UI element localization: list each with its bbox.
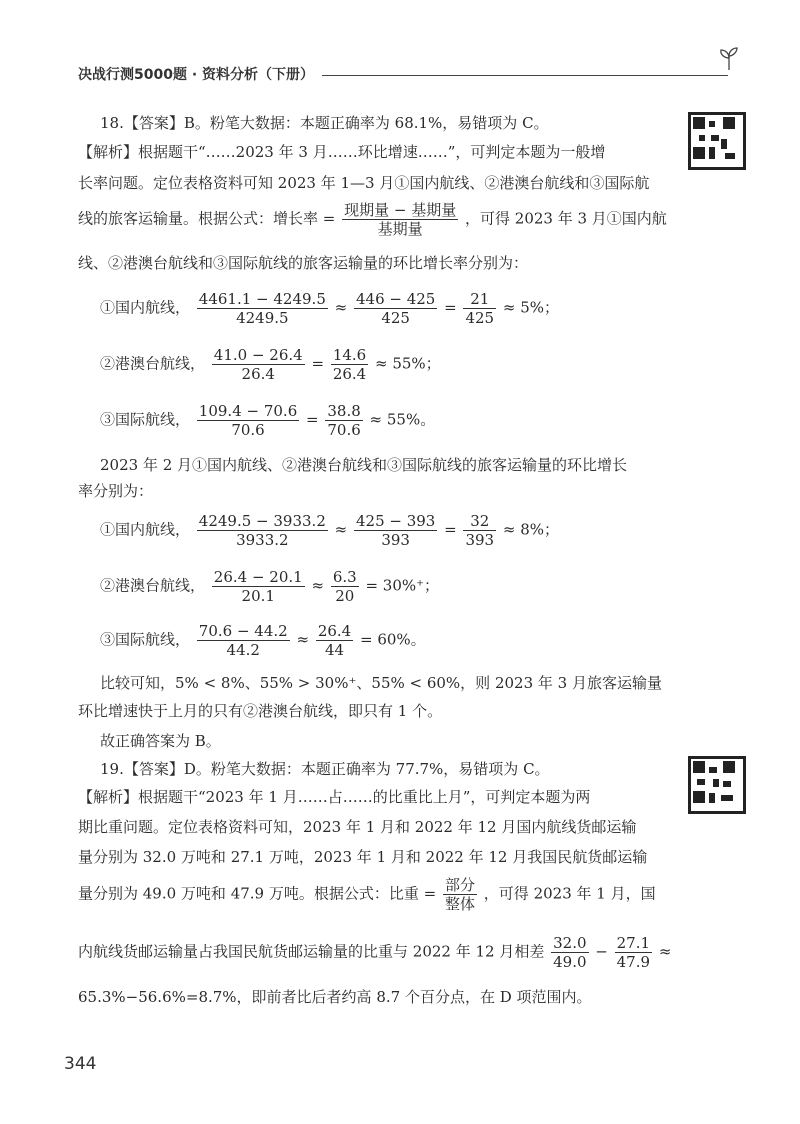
q19-analysis-line-3: 量分别为 32.0 万吨和 27.1 万吨，2023 年 1 月和 2022 年 12 月我国民航货邮运输: [78, 848, 648, 866]
calc-fraction: [212, 346, 305, 383]
fraction-numerator: 446 − 425: [355, 290, 436, 308]
calc-result: ≈ 5%；: [502, 298, 560, 317]
running-header: [78, 62, 728, 86]
q18-calc-hkmt-march: ②港澳台航线， $\frac{41.0 - 26.4}{26.4}$ = $\frac{14.6}{26.4}$ ≈ 55%；: [100, 346, 441, 383]
calc-fraction: [463, 512, 496, 549]
calc-label: ①国内航线，: [100, 298, 191, 317]
calc-result: = 30%⁺；: [365, 576, 440, 595]
qr-code-icon[interactable]: [688, 756, 746, 814]
fraction-denominator: 4249.5: [236, 309, 289, 327]
q18-calc-hkmt-feb: ②港澳台航线， $\frac{26.4 - 20.1}{20.1}$ ≈ $\frac{6.3}{20}$ = 30%⁺；: [100, 568, 440, 605]
fraction-numerator: 70.6 − 44.2: [198, 622, 288, 640]
q19-analysis-final: 65.3%−56.6%=8.7%，即前者比后者约高 8.7 个百分点，在 D 项范围内。: [78, 988, 592, 1006]
header-rule: [322, 75, 728, 76]
calc-label: ①国内航线，: [100, 520, 191, 539]
fraction-numerator: 32: [463, 512, 496, 531]
q18-calc-domestic-march: ①国内航线， $\frac{4461.1 - 4249.5}{4249.5}$ ≈ $\frac{446 - 425}{425}$ = $\frac{21}{425}$ ≈ 5%；: [100, 290, 560, 327]
calc-result: ≈ 55%；: [375, 354, 441, 373]
fraction-denominator: 70.6: [231, 421, 265, 439]
calc-fraction: [615, 934, 652, 971]
calc-label: ③国际航线，: [100, 410, 191, 429]
fraction-numerator: 32.0: [553, 934, 587, 952]
fraction-denominator: 44: [324, 641, 345, 659]
fraction-denominator: 3933.2: [236, 531, 289, 549]
book-title: 决战行测5000题 · 资料分析（下册）: [78, 67, 315, 83]
q19-analysis-line-1: 【解析】根据题干“2023 年 1 月……占……的比重比上月”，可判定本题为两: [78, 788, 591, 806]
calc-fraction: [463, 290, 496, 327]
calc-fraction: [212, 568, 305, 605]
calc-fraction: [197, 402, 299, 439]
fraction-denominator: 26.4: [241, 365, 275, 383]
qr-code-icon[interactable]: [688, 112, 746, 170]
fraction-denominator: 393: [465, 531, 495, 549]
calc-label: ②港澳台航线，: [100, 576, 206, 595]
fraction-numerator: 425 − 393: [355, 512, 436, 530]
fraction-numerator: 27.1: [616, 934, 651, 952]
calc-result: ≈ 8%；: [502, 520, 560, 539]
fraction-denominator: 44.2: [226, 641, 260, 659]
q19-difference-line: 内航线货邮运输量占我国民航货邮运输量的比重与 2022 年 12 月相差 $\frac{32.0}{49.0}$ − $\frac{27.1}{47.9}$ ≈: [78, 934, 672, 971]
fraction-denominator: 26.4: [332, 365, 367, 383]
q18-formula-post: ，可得 2023 年 3 月①国内航: [465, 209, 667, 228]
fraction-denominator: 425: [465, 309, 495, 327]
q18-comparison-line-1: 比较可知，5% < 8%、55% > 30%⁺、55% < 60%，则 2023 年 3 月旅客运输量: [100, 674, 662, 692]
q18-calc-intl-feb: ③国际航线， $\frac{70.6 - 44.2}{44.2}$ ≈ $\frac{26.4}{44}$ = 60%。: [100, 622, 426, 659]
q19-formula-line: [78, 876, 656, 913]
fraction-numerator: 26.4 − 20.1: [213, 568, 303, 586]
fraction-denominator: 49.0: [553, 953, 587, 971]
q18-comparison-line-2: 环比增速快于上月的只有②港澳台航线，即只有 1 个。: [78, 702, 443, 720]
fraction-denominator: 425: [381, 309, 410, 327]
calc-result: = 60%。: [360, 630, 426, 649]
calc-fraction: [316, 622, 353, 659]
q19-difference-pre: 内航线货邮运输量占我国民航货邮运输量的比重与 2022 年 12 月相差: [78, 942, 545, 961]
calc-result: ≈ 55%。: [369, 410, 436, 429]
q18-analysis-line-1: 【解析】根据题干“……2023 年 3 月……环比增速……”，可判定本题为一般增: [78, 143, 606, 161]
fraction-numerator: 4249.5 − 3933.2: [198, 512, 326, 530]
fraction-numerator: 109.4 − 70.6: [198, 402, 298, 420]
fraction-denominator: 47.9: [616, 953, 651, 971]
fraction-numerator: 41.0 − 26.4: [213, 346, 303, 364]
fraction-numerator: 21: [463, 290, 496, 309]
q18-analysis-line-5: 2023 年 2 月①国内航线、②港澳台航线和③国际航线的旅客运输量的环比增长: [100, 456, 628, 474]
leaf-icon: [716, 46, 742, 72]
q19-formula-post: ，可得 2023 年 1 月，国: [483, 884, 656, 903]
calc-fraction: [354, 290, 437, 327]
calc-fraction: [325, 402, 362, 439]
fraction-numerator: 14.6: [332, 346, 367, 364]
fraction-denominator: 20: [335, 587, 355, 605]
q18-answer-line: 18.【答案】B。粉笔大数据：本题正确率为 68.1%，易错项为 C。: [100, 114, 549, 132]
fraction-numerator: 6.3: [332, 568, 357, 586]
calc-fraction: [551, 934, 588, 971]
fraction-numerator: 部分: [445, 876, 476, 894]
fraction-denominator: 393: [381, 531, 410, 549]
q18-calc-intl-march: ③国际航线， $\frac{109.4 - 70.6}{70.6}$ = $\frac{38.8}{70.6}$ ≈ 55%。: [100, 402, 436, 439]
calc-fraction: [197, 622, 290, 659]
growth-rate-fraction: [342, 201, 458, 238]
q18-analysis-line-2: 长率问题。定位表格资料可知 2023 年 1—3 月①国内航线、②港澳台航线和③国际航: [78, 174, 650, 192]
calc-label: ③国际航线，: [100, 630, 191, 649]
calc-fraction: [331, 568, 359, 605]
calc-fraction: [331, 346, 368, 383]
fraction-numerator: 现期量 − 基期量: [344, 201, 457, 219]
page-number: 344: [64, 1054, 97, 1074]
calc-fraction: [354, 512, 437, 549]
proportion-fraction: [443, 876, 477, 913]
q19-analysis-line-2: 期比重问题。定位表格资料可知，2023 年 1 月和 2022 年 12 月国内航线货邮运输: [78, 818, 637, 836]
q18-calc-domestic-feb: ①国内航线， $\frac{4249.5 - 3933.2}{3933.2}$ ≈ $\frac{425 - 393}{393}$ = $\frac{32}{393}$ ≈ 8%；: [100, 512, 560, 549]
calc-fraction: [197, 512, 328, 549]
calc-fraction: [197, 290, 328, 327]
fraction-numerator: 4461.1 − 4249.5: [198, 290, 326, 308]
fraction-denominator: 70.6: [327, 421, 361, 439]
q18-formula-pre: 线的旅客运输量。根据公式：增长率 =: [78, 209, 336, 228]
fraction-numerator: 38.8: [327, 402, 361, 420]
fraction-numerator: 26.4: [317, 622, 352, 640]
q19-formula-pre: 量分别为 49.0 万吨和 47.9 万吨。根据公式：比重 =: [78, 884, 437, 903]
fraction-denominator: 20.1: [241, 587, 275, 605]
q19-answer-line: 19.【答案】D。粉笔大数据：本题正确率为 77.7%，易错项为 C。: [100, 760, 550, 778]
q18-analysis-line-6: 率分别为：: [78, 482, 154, 500]
fraction-denominator: 基期量: [377, 220, 423, 238]
q18-formula-line: [78, 201, 667, 238]
q18-analysis-line-4: 线、②港澳台航线和③国际航线的旅客运输量的环比增长率分别为：: [78, 254, 529, 272]
calc-result: ≈: [658, 942, 672, 961]
fraction-denominator: 整体: [445, 895, 476, 913]
calc-label: ②港澳台航线，: [100, 354, 206, 373]
q18-conclusion: 故正确答案为 B。: [100, 732, 221, 750]
